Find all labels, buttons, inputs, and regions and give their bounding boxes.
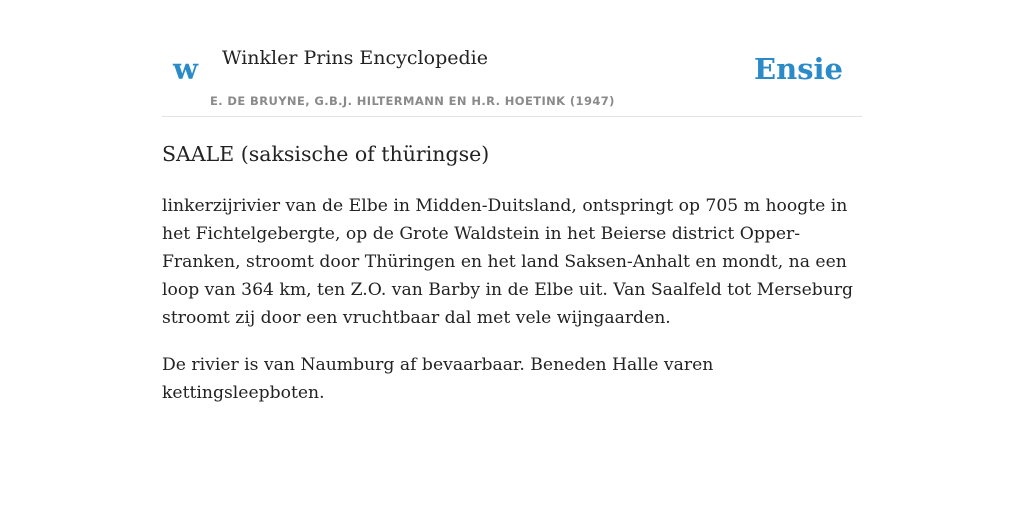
article [162,139,862,407]
article-paragraph: De rivier is van Naumburg af bevaarbaar. Beneden Halle varen kettingsleepboten. [162,355,714,403]
source-header [162,40,862,117]
article-paragraph: linkerzijrivier van de Elbe in Midden-Duitsland, ontspringt op 705 m hoogte in het Fichtelgebergte, op de Grote Waldstein in het Beierse district Opper-Franken, stroomt door Thüringen en het land Saksen-Anhalt en mondt, na een loop van 364 km, ten Z.O. van Barby in de Elbe uit. Van Saalfeld tot Merseburg stroomt zij door een vruchtbaar dal met vele wijngaarden. [162,196,854,328]
brand-logo[interactable]: Ensie [754,52,843,86]
source-logo[interactable]: w [173,52,198,86]
source-authors: E. DE BRUYNE, G.B.J. HILTERMANN EN H.R. HOETINK (1947) [210,94,615,108]
source-title[interactable]: Winkler Prins Encyclopedie [222,47,488,69]
article-title: SAALE (saksische of thüringse) [162,142,490,166]
